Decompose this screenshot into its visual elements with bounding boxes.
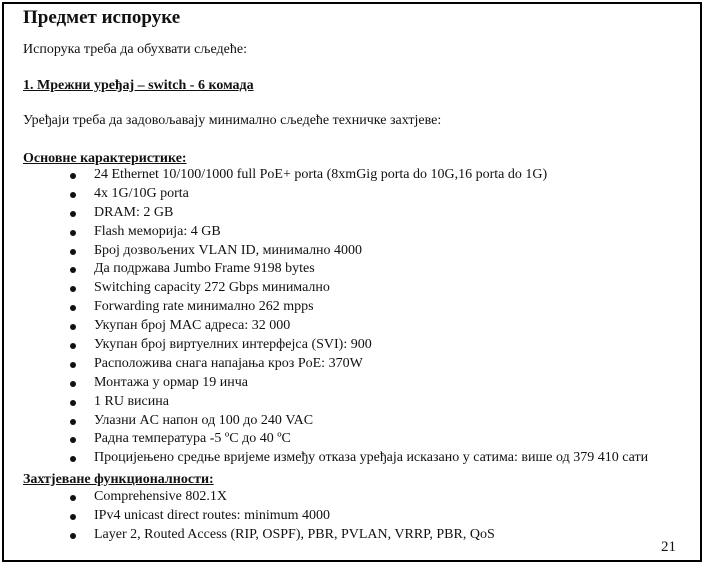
bullet-icon xyxy=(70,267,76,273)
required-functions-list xyxy=(4,488,495,545)
bullet-icon xyxy=(70,173,76,179)
section-heading: 1. Мрежни уређај – switch - 6 комада xyxy=(23,78,254,93)
bullet-icon xyxy=(70,249,76,255)
required-functions-heading: Захтјеване функционалности: xyxy=(23,472,214,487)
list-item xyxy=(4,185,648,204)
intro-text: Испорука треба да обухвати сљедеће: xyxy=(23,42,247,57)
bullet-icon xyxy=(70,419,76,425)
list-item xyxy=(4,166,648,185)
list-item xyxy=(4,526,495,545)
list-item-text: Switching capacity 272 Gbps минимално xyxy=(94,280,330,296)
list-item-text: Flash меморија: 4 GB xyxy=(94,223,221,239)
page-number: 21 xyxy=(661,539,676,555)
list-item-text: 4x 1G/10G porta xyxy=(94,185,189,201)
list-item xyxy=(4,242,648,261)
list-item xyxy=(4,355,648,374)
list-item xyxy=(4,260,648,279)
list-item xyxy=(4,204,648,223)
bullet-icon xyxy=(70,211,76,217)
basic-features-heading: Основне карактеристике: xyxy=(23,151,187,166)
list-item-text: Comprehensive 802.1X xyxy=(94,489,227,504)
bullet-icon xyxy=(70,381,76,387)
list-item-text: IPv4 unicast direct routes: minimum 4000 xyxy=(94,507,331,523)
list-item-text: Да подржава Jumbo Frame 9198 bytes xyxy=(94,261,315,277)
list-item-text: DRAM: 2 GB xyxy=(94,204,174,220)
bullet-icon xyxy=(70,456,76,462)
bullet-icon xyxy=(70,437,76,443)
list-item xyxy=(4,374,648,393)
list-item xyxy=(4,336,648,355)
requirement-text: Уређаји треба да задовољавају минимално сљедеће техничке захтјеве: xyxy=(23,113,442,128)
list-item xyxy=(4,279,648,298)
list-item-text: Forwarding rate минимално 262 mpps xyxy=(94,299,314,315)
bullet-icon xyxy=(70,495,76,501)
bullet-icon xyxy=(70,362,76,368)
list-item xyxy=(4,317,648,336)
bullet-icon xyxy=(70,305,76,311)
list-item xyxy=(4,449,648,468)
list-item-text: Улазни AC напон од 100 до 240 VAC xyxy=(94,412,314,428)
list-item xyxy=(4,507,495,526)
list-item-text: Радна температура -5 ºC до 40 ºC xyxy=(94,431,291,447)
list-item xyxy=(4,412,648,431)
document-page xyxy=(2,2,702,562)
list-item-text: Укупан број MAC адреса: 32 000 xyxy=(94,318,291,334)
list-item xyxy=(4,298,648,317)
list-item-text: Расположива снага напајања кроз PoE: 370W xyxy=(94,355,363,371)
list-item-text: Layer 2, Routed Access (RIP, OSPF), PBR, PVLAN, VRRP, PBR, QoS xyxy=(94,526,495,542)
list-item-text: Процијењено средње вријеме између отказа уређаја исказано у сатима: више од 379 410 сати xyxy=(94,450,649,466)
bullet-icon xyxy=(70,400,76,406)
basic-features-list xyxy=(4,166,648,468)
list-item xyxy=(4,393,648,412)
bullet-icon xyxy=(70,230,76,236)
list-item-text: Монтажа у ормар 19 инча xyxy=(94,374,248,390)
list-item-text: 24 Ethernet 10/100/1000 full PoE+ porta (8xmGig porta do 10G,16 porta do 1G) xyxy=(94,167,548,182)
bullet-icon xyxy=(70,286,76,292)
bullet-icon xyxy=(70,192,76,198)
list-item-text: Број дозвољених VLAN ID, минимално 4000 xyxy=(94,242,363,258)
bullet-icon xyxy=(70,514,76,520)
bullet-icon xyxy=(70,533,76,539)
page-title: Предмет испоруке xyxy=(23,7,181,28)
list-item xyxy=(4,223,648,242)
bullet-icon xyxy=(70,343,76,349)
list-item xyxy=(4,430,648,449)
list-item-text: Укупан број виртуелних интерфејса (SVI): 900 xyxy=(94,337,372,353)
bullet-icon xyxy=(70,324,76,330)
list-item xyxy=(4,488,495,507)
list-item-text: 1 RU висина xyxy=(94,393,169,409)
